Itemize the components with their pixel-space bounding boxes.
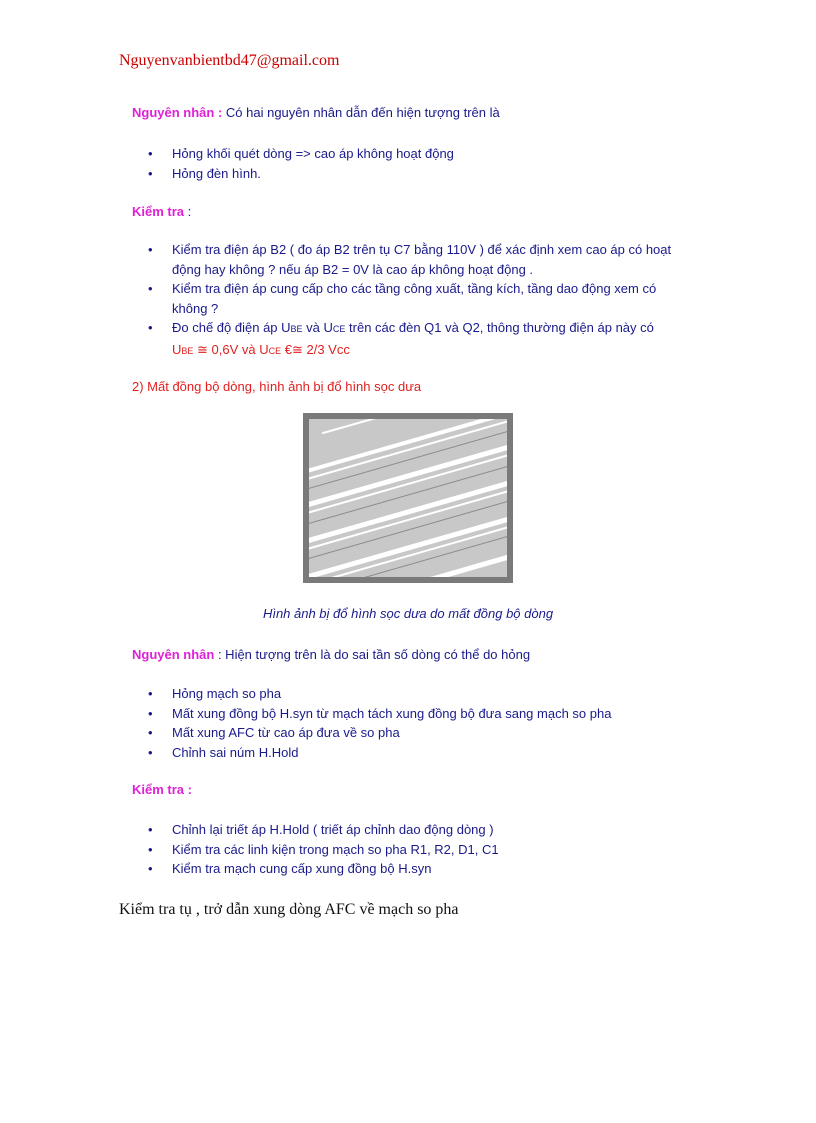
final-note: Kiểm tra tụ , trở dẫn xung dòng AFC về mạch so pha: [119, 901, 459, 918]
subscript: BE: [181, 345, 194, 356]
check-line: không ?: [172, 300, 219, 316]
check-list-2: [146, 820, 499, 879]
list-item: • Chỉnh lại triết áp H.Hold ( triết áp chỉnh dao động dòng ): [146, 820, 499, 840]
list-item: • Kiểm tra mạch cung cấp xung đồng bộ H.syn: [146, 859, 499, 879]
check-heading-1: [132, 204, 191, 219]
subscript: CE: [332, 324, 346, 334]
formula-value: ≅ 0,6V và U: [193, 341, 269, 357]
check-label: Kiểm tra: [132, 204, 185, 219]
check-line: động hay không ? nếu áp B2 = 0V là cao áp không hoạt động .: [172, 261, 534, 277]
image-caption: Hình ảnh bị đổ hình sọc dưa do mất đồng bộ dòng: [262, 606, 554, 621]
cause-paragraph-2: [132, 647, 530, 662]
cause-list-2: [146, 684, 611, 762]
list-item: • Hỏng mạch so pha: [146, 684, 611, 704]
author-email: Nguyenvanbientbd47@gmail.com: [119, 52, 340, 69]
cause-text: : Hiện tượng trên là do sai tần số dòng có thể do hỏng: [214, 647, 531, 662]
subscript: BE: [290, 324, 303, 334]
cause-list-1: [146, 144, 454, 183]
cause-label: Nguyên nhân: [132, 647, 215, 662]
check-line: Kiểm tra điện áp B2 ( đo áp B2 trên tụ C7 bằng 110V ) để xác định xem cao áp có hoạt: [172, 242, 672, 257]
check-colon: :: [184, 204, 192, 219]
check-line: Kiểm tra điện áp cung cấp cho các tầng công xuất, tầng kích, tầng dao động xem có: [172, 281, 657, 296]
list-item: [146, 279, 671, 318]
formula-value: €≅ 2/3 Vcc: [281, 341, 350, 357]
list-item: • Chỉnh sai núm H.Hold: [146, 743, 611, 763]
check-heading-2: Kiểm tra :: [132, 782, 192, 797]
list-item: [146, 240, 671, 279]
section-heading-2: 2) Mất đồng bộ dòng, hình ảnh bị đổ hình sọc dưa: [132, 379, 422, 394]
list-item: • Hỏng đèn hình.: [146, 164, 454, 184]
check-text: Đo chế độ điện áp U: [172, 320, 291, 335]
check-list-1: [146, 240, 671, 361]
cause-text: Có hai nguyên nhân dẫn đến hiện tượng trên là: [222, 105, 500, 120]
cause-label: Nguyên nhân :: [132, 105, 223, 120]
check-text: và U: [302, 320, 333, 335]
subscript: CE: [268, 345, 282, 356]
list-item: • Kiểm tra các linh kiện trong mạch so pha R1, R2, D1, C1: [146, 840, 499, 860]
diagonal-stripes-image: [303, 413, 513, 583]
list-item: • Hỏng khối quét dòng => cao áp không hoạt động: [146, 144, 454, 164]
formula: [172, 342, 350, 357]
formula-u: U: [172, 341, 182, 357]
list-item: [146, 318, 671, 361]
list-item: • Mất xung đồng bộ H.syn từ mạch tách xung đồng bộ đưa sang mạch so pha: [146, 704, 611, 724]
cause-paragraph-1: [132, 105, 500, 120]
check-text: trên các đèn Q1 và Q2, thông thường điện áp này có: [345, 320, 654, 335]
list-item: • Mất xung AFC từ cao áp đưa về so pha: [146, 723, 611, 743]
